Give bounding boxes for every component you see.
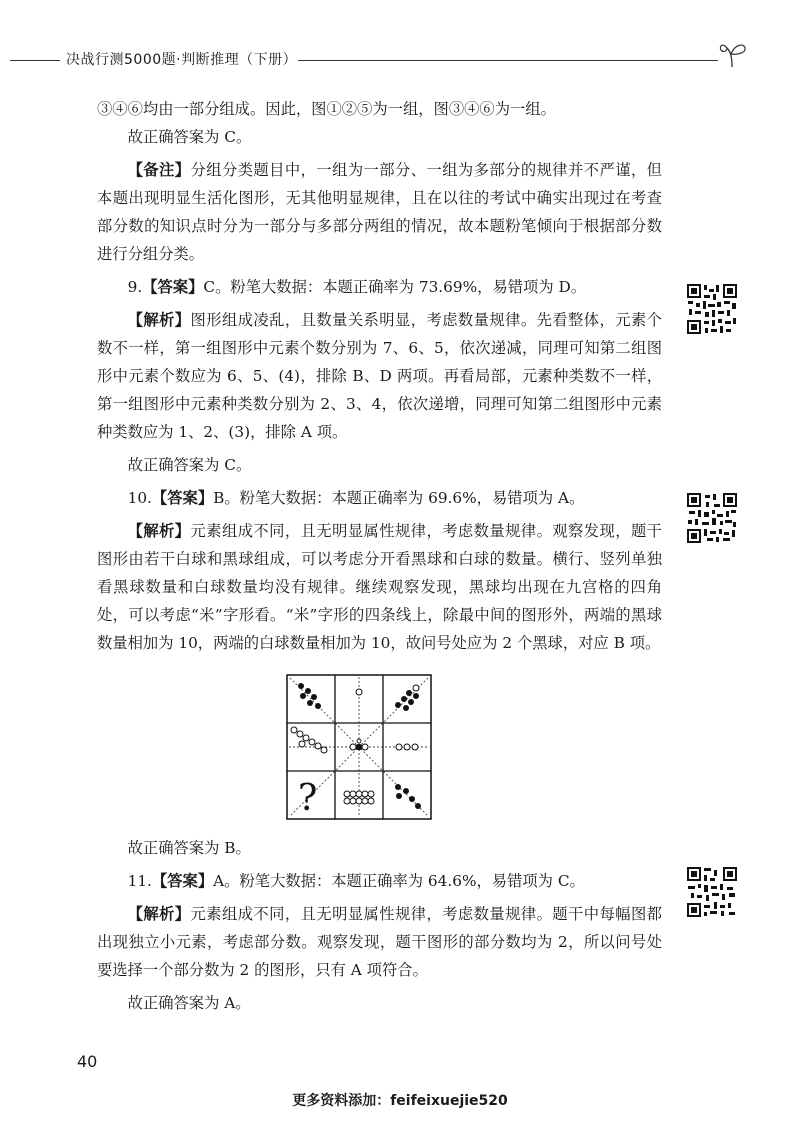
cell-top-middle — [356, 689, 362, 695]
analysis-text: 元素组成不同，且无明显属性规律，考虑数量规律。观察发现，题干图形由若干白球和黑球组成，可以考虑分开看黑球和白球的数量。横行、竖列单独看黑球数量和白球数量均没有规律。继续观察发现，黑球均出现在九宫格的四角处，可以考虑“米”字形看。“米”字形的四条线上，除最中间的图形外，两端的黑球数量相加为 10，两端的白球数量相加为 10，故问号处应为 2 个黑球，对应 B 项。 — [97, 522, 662, 652]
sprout-icon — [718, 40, 748, 68]
answer-q11 — [97, 867, 662, 895]
cell-middle-right — [396, 744, 418, 750]
paragraph-continuation: ③④⑥均由一部分组成。因此，图①②⑤为一组，图③④⑥为一组。 — [97, 100, 556, 118]
answer-text: B。粉笔大数据：本题正确率为 69.6%，易错项为 A。 — [213, 489, 585, 507]
answer-q9 — [97, 273, 662, 301]
answer-tag: 【答案】 — [151, 489, 214, 507]
question-number: 9. — [127, 278, 143, 296]
analysis-text: 图形组成凌乱，且数量关系明显，考虑数量规律。先看整体，元素个数不一样，第一组图形中元素个数分别为 7、6、5，依次递减，同理可知第二组图形中元素个数应为 6、5、(4)，排除 B、D 两项。再看局部，元素种类数不一样，第一组图形中元素种类数分别为 2、3、4，依次递增，同理可知第二组图形中元素种类数应为 1、2、(3)，排除 A 项。 — [97, 311, 662, 441]
book-title: 决战行测5000题·判断推理（下册） — [66, 52, 298, 68]
note-text: 分组分类题目中，一组为一部分、一组为多部分的规律并不严谨，但本题出现明显生活化图形，无其他明显规律，且在以往的考试中确实出现过在考查部分数的知识点时分为一部分与多部分两组的情况，故本题粉笔倾向于根据部分数进行分组分类。 — [97, 161, 662, 263]
analysis-q11 — [97, 900, 662, 984]
conclusion-q10: 故正确答案为 B。 — [127, 839, 251, 857]
answer-text: C。粉笔大数据：本题正确率为 73.69%，易错项为 D。 — [203, 278, 587, 296]
analysis-tag: 【解析】 — [127, 522, 191, 540]
answer-text: A。粉笔大数据：本题正确率为 64.6%，易错项为 C。 — [213, 872, 585, 890]
answer-tag: 【答案】 — [151, 872, 214, 890]
analysis-tag: 【解析】 — [127, 311, 191, 329]
analysis-text: 元素组成不同，且无明显属性规律，考虑数量规律。题干中每幅图都出现独立小元素，考虑部分数。观察发现，题干图形的部分数均为 2，所以问号处要选择一个部分数为 2 的图形，只有 A 项符合。 — [97, 905, 662, 979]
footer-note: 更多资料添加：feifeixuejie520 — [292, 1093, 508, 1109]
conclusion-q9: 故正确答案为 C。 — [127, 456, 252, 474]
puzzle-figure — [286, 674, 432, 820]
header-rule-right — [298, 60, 718, 61]
qr-code-q11[interactable] — [686, 866, 738, 918]
analysis-q9 — [97, 306, 662, 446]
qr-code-q9[interactable] — [686, 283, 738, 335]
running-header — [0, 48, 800, 70]
conclusion-q8: 故正确答案为 C。 — [127, 128, 252, 146]
header-rule-left — [10, 60, 60, 61]
answer-q10 — [97, 484, 662, 512]
question-mark: ? — [298, 778, 318, 819]
qr-code-q10[interactable] — [686, 492, 738, 544]
page-content — [97, 95, 662, 1017]
conclusion-q11: 故正确答案为 A。 — [127, 994, 251, 1012]
note-tag: 【备注】 — [127, 161, 191, 179]
answer-tag: 【答案】 — [142, 278, 204, 296]
question-number: 11. — [127, 872, 152, 890]
analysis-q10 — [97, 517, 662, 657]
analysis-tag: 【解析】 — [127, 905, 191, 923]
page-number: 40 — [77, 1052, 98, 1071]
question-number: 10. — [127, 489, 152, 507]
note-q8 — [97, 156, 662, 268]
